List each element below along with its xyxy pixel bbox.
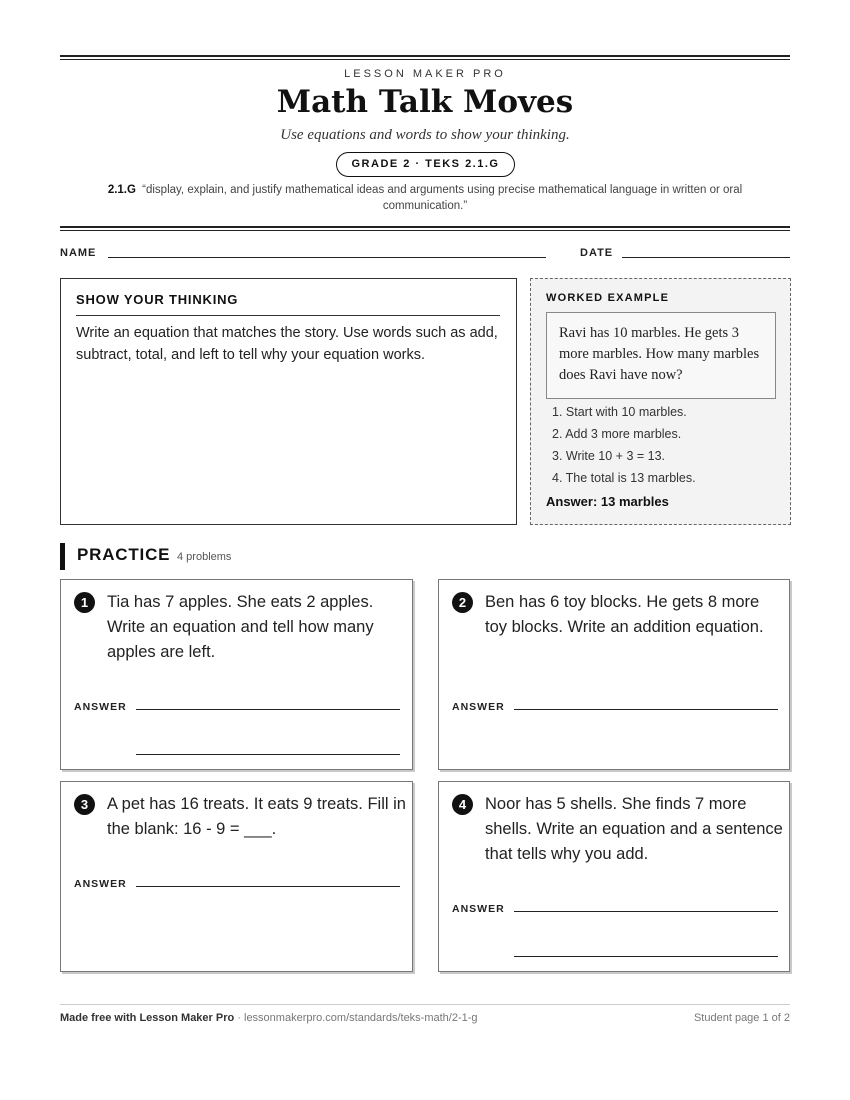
answer-line[interactable] xyxy=(514,911,778,912)
show-thinking-divider xyxy=(76,315,500,316)
name-label: NAME xyxy=(60,247,97,259)
date-label: DATE xyxy=(580,247,614,259)
problem-text: A pet has 16 treats. It eats 9 treats. Fill in the blank: 16 - 9 = ___. xyxy=(107,795,406,838)
brand-label: LESSON MAKER PRO xyxy=(344,68,506,80)
header-bottom-rule xyxy=(60,226,790,231)
answer-line-extra[interactable] xyxy=(514,956,778,957)
header-top-rule xyxy=(60,55,790,60)
worked-example-box xyxy=(530,278,791,525)
standard-description xyxy=(80,182,770,214)
answer-label: ANSWER xyxy=(74,878,127,890)
worked-step: 1. Start with 10 marbles. xyxy=(552,405,687,419)
answer-label: ANSWER xyxy=(452,903,505,915)
answer-line[interactable] xyxy=(136,709,400,710)
answer-label: ANSWER xyxy=(74,701,127,713)
problem-text: Ben has 6 toy blocks. He gets 8 more toy blocks. Write an addition equation. xyxy=(485,593,764,636)
name-write-line[interactable] xyxy=(108,257,546,258)
worked-step: 2. Add 3 more marbles. xyxy=(552,427,682,441)
problem-card-3 xyxy=(60,781,413,972)
worked-example-story: Ravi has 10 marbles. He gets 3 more marbles. How many marbles does Ravi have now? xyxy=(546,312,776,399)
footer-page-number: Student page 1 of 2 xyxy=(693,1012,790,1024)
grade-badge: GRADE 2 · TEKS 2.1.G xyxy=(336,152,515,177)
standard-code: 2.1.G xyxy=(107,184,136,196)
worked-example-title: WORKED EXAMPLE xyxy=(546,292,670,304)
problem-card-2 xyxy=(438,579,790,770)
worked-example-answer: Answer: 13 marbles xyxy=(546,494,669,509)
answer-line[interactable] xyxy=(136,886,400,887)
problem-text: Tia has 7 apples. She eats 2 apples. Write an equation and tell how many apples are left. xyxy=(107,593,374,661)
show-thinking-instructions: Write an equation that matches the story. Use words such as add, subtract, total, and left to tell why your equation works. xyxy=(76,325,498,363)
worked-step: 3. Write 10 + 3 = 13. xyxy=(552,449,666,463)
problem-card-1 xyxy=(60,579,413,770)
date-write-line[interactable] xyxy=(622,257,790,258)
problem-number-badge: 1 xyxy=(74,592,95,613)
problem-number-badge: 4 xyxy=(452,794,473,815)
page-title: Math Talk Moves xyxy=(276,84,574,120)
problem-number-badge: 2 xyxy=(452,592,473,613)
answer-line-extra[interactable] xyxy=(136,754,400,755)
worked-step: 4. The total is 13 marbles. xyxy=(552,471,696,485)
practice-accent-bar xyxy=(60,543,65,570)
footer-credit xyxy=(60,1012,478,1024)
worked-example-steps xyxy=(552,403,696,491)
answer-line[interactable] xyxy=(514,709,778,710)
problem-number-badge: 3 xyxy=(74,794,95,815)
footer-divider xyxy=(60,1004,790,1005)
problem-card-4 xyxy=(438,781,790,972)
footer-made-with: Made free with Lesson Maker Pro xyxy=(60,1012,235,1024)
problem-text: Noor has 5 shells. She finds 7 more shells. Write an equation and a sentence that tells why you add. xyxy=(485,795,783,863)
show-thinking-box[interactable] xyxy=(60,278,517,525)
page-subtitle: Use equations and words to show your thinking. xyxy=(280,127,570,143)
practice-heading: PRACTICE xyxy=(77,545,171,564)
show-thinking-title: SHOW YOUR THINKING xyxy=(76,292,239,307)
footer-url[interactable]: · lessonmakerpro.com/standards/teks-math/2-1-g xyxy=(234,1012,478,1024)
standard-text: “display, explain, and justify mathematical ideas and arguments using precise mathematical language in written or oral communication.” xyxy=(142,184,743,212)
practice-count: 4 problems xyxy=(177,551,232,563)
answer-label: ANSWER xyxy=(452,701,505,713)
